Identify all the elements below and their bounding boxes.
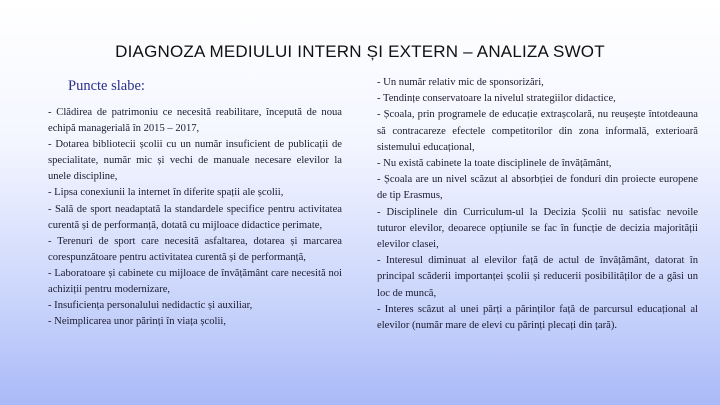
section-heading-weaknesses: Puncte slabe: <box>68 78 145 94</box>
list-item: - Dotarea bibliotecii școlii cu un număr insuficient de publicații de specialitate, număr mic și vechi de manuale necesare elevilor la unele discipline, <box>48 139 342 183</box>
list-item: - Laboratoare și cabinete cu mijloace de învățământ care necesită noi achiziții pentru modernizare, <box>48 267 342 296</box>
slide-title: DIAGNOZA MEDIULUI INTERN ȘI EXTERN – ANALIZA SWOT <box>115 42 605 61</box>
weaknesses-list-right <box>377 75 698 334</box>
list-item: - Școala are un nivel scăzut al absorbției de fonduri din proiecte europene de tip Erasmus, <box>377 174 698 202</box>
list-item: - Un număr relativ mic de sponsorizări, <box>377 77 544 88</box>
list-item: - Interes scăzut al unei părți a părinților față de parcursul educațional al elevilor (număr mare de elevi cu părinți plecați din țară). <box>377 303 698 332</box>
list-item: - Insuficiența personalului nedidactic și auxiliar, <box>48 300 253 312</box>
list-item: - Tendințe conservatoare la nivelul strategiilor didactice, <box>377 93 616 105</box>
weaknesses-list-left <box>48 105 342 330</box>
list-item: - Lipsa conexiunii la internet în diferite spații ale școlii, <box>48 187 284 199</box>
list-item: - Interesul diminuat al elevilor față de actul de învățământ, datorat în principal scăderii importanței școlii și reducerii posibilităților de a găsi un loc de muncă, <box>377 255 698 299</box>
list-item: - Neimplicarea unor părinți în viața școlii, <box>48 316 226 328</box>
weaknesses-right-column <box>377 75 698 334</box>
weaknesses-left-column <box>48 78 342 330</box>
list-item: - Disciplinele din Curriculum-ul la Decizia Școlii nu satisfac nevoile tuturor elevilor, deoarece opțiunile se fac în funcție de decizia majorității elevilor clasei, <box>377 206 698 251</box>
list-item: - Sală de sport neadaptată la standardele specifice pentru activitatea curentă și de performanță, dotată cu mijloace didactice perimate, <box>48 203 342 231</box>
list-item: - Clădirea de patrimoniu ce necesită reabilitare, începută de noua echipă managerială în 2015 – 2017, <box>48 107 342 135</box>
list-item: - Nu există cabinete la toate disciplinele de învățământ, <box>377 158 612 170</box>
list-item: - Terenuri de sport care necesită asfaltarea, dotarea și marcarea corespunzătoare pentru activitatea curentă și de performanță, <box>48 235 342 263</box>
list-item: - Școala, prin programele de educație extrașcolară, nu reușește întotdeauna să contracareze efectele competitorilor din zona informală, exterioară sistemului educațional, <box>377 109 698 153</box>
